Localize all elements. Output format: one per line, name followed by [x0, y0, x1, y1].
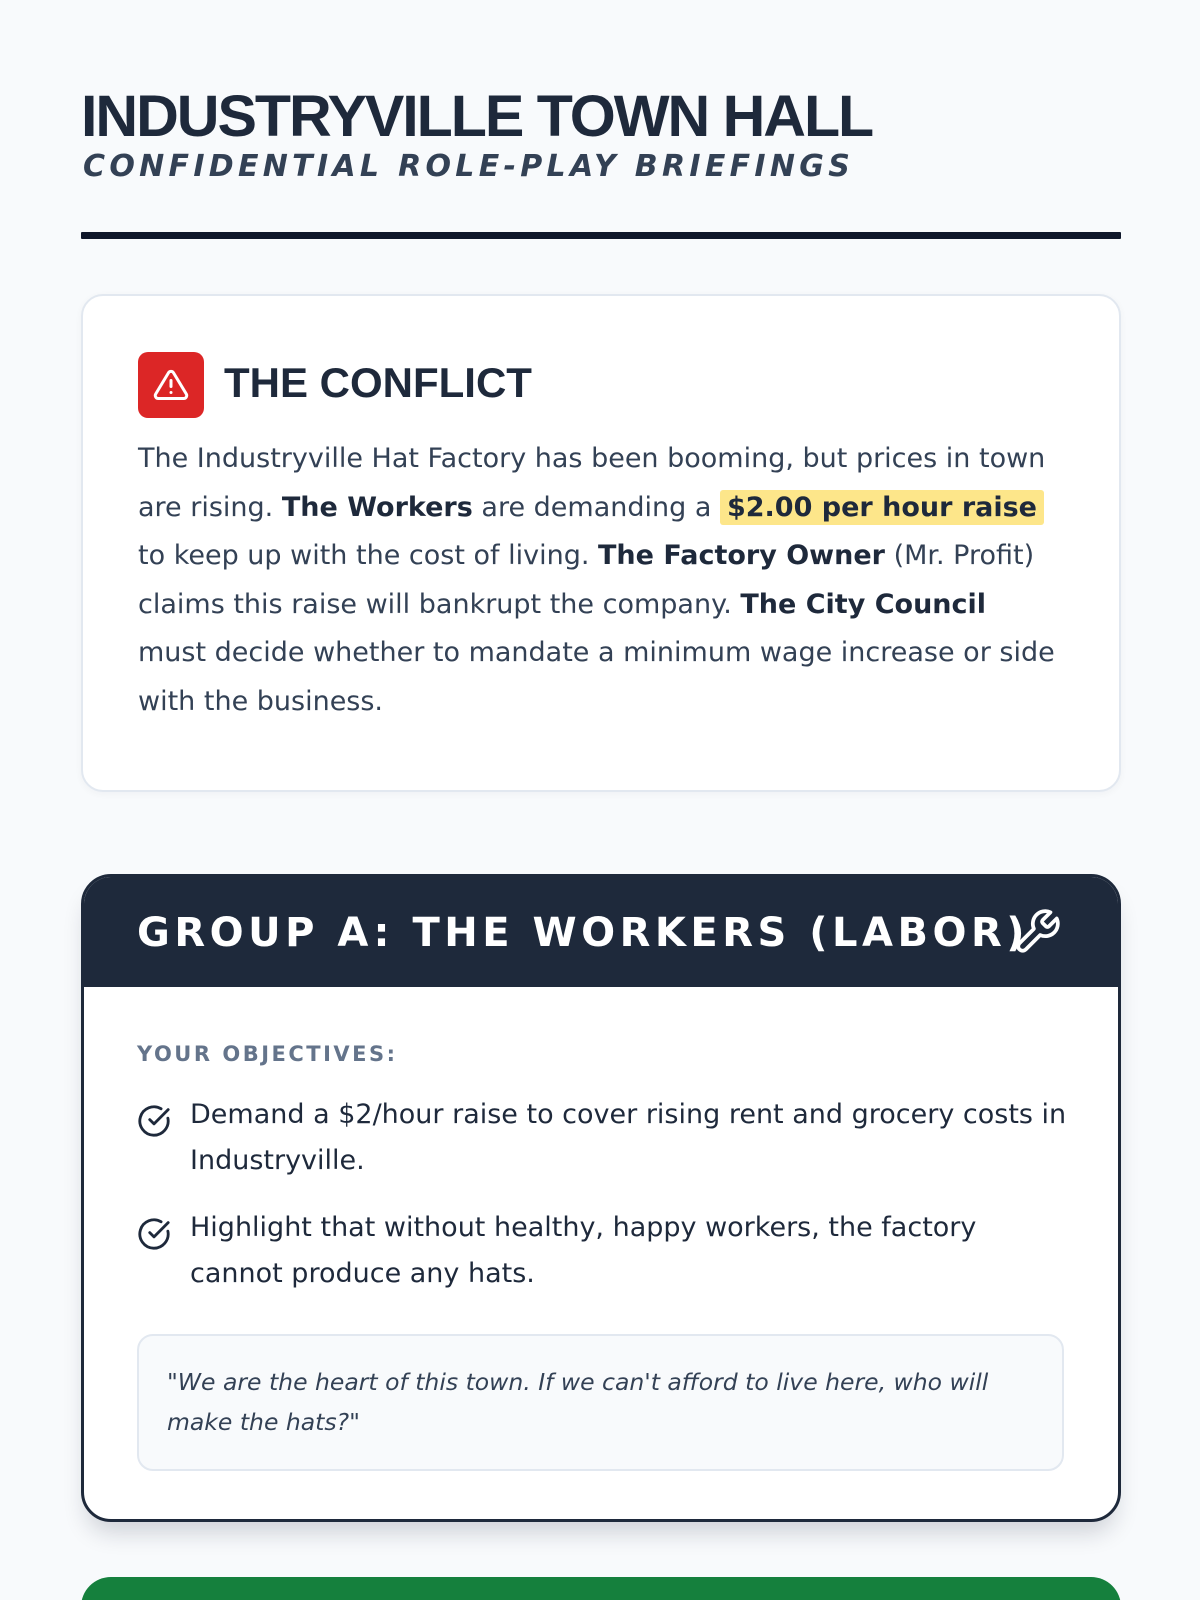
page-subtitle: CONFIDENTIAL ROLE-PLAY BRIEFINGS [83, 149, 855, 184]
conflict-heading: THE CONFLICT [224, 359, 532, 406]
header-divider [81, 232, 1121, 239]
raise-highlight: $2.00 per hour raise [720, 490, 1044, 525]
conflict-description: The Industryville Hat Factory has been booming, but prices in town are rising. The Workers are demanding a $2.00 per hour raise to keep up with the cost of living. The Factory Owner (Mr. Profit) claims this raise will bankrupt the company. The City Council must decide whether to mandate a minimum wage increase or side with the business. [138, 443, 1055, 717]
next-group-card [81, 1577, 1121, 1600]
objective-item [137, 1092, 1067, 1184]
group-a-title: GROUP A: THE WORKERS (LABOR) [137, 910, 1030, 956]
check-circle-icon [137, 1217, 171, 1251]
group-a-header [84, 877, 1118, 987]
wrench-icon [1012, 907, 1062, 957]
objectives-label: YOUR OBJECTIVES: [137, 1042, 398, 1066]
check-circle-icon [137, 1104, 171, 1138]
objective-item [137, 1205, 1067, 1297]
objective-text: Highlight that without healthy, happy workers, the factory cannot produce any hats. [190, 1212, 977, 1289]
quote-box [137, 1334, 1064, 1471]
objective-text: Demand a $2/hour raise to cover rising rent and grocery costs in Industryville. [190, 1099, 1067, 1176]
page-title: INDUSTRYVILLE TOWN HALL [81, 84, 873, 149]
conflict-card [81, 294, 1121, 792]
council-emphasis: The City Council [740, 588, 987, 620]
warning-triangle-icon [138, 352, 204, 418]
group-a-card [81, 874, 1121, 1522]
owner-emphasis: The Factory Owner [598, 540, 885, 571]
workers-emphasis: The Workers [281, 491, 473, 523]
workers-quote: "We are the heart of this town. If we can't afford to live here, who will make the hats?" [167, 1368, 989, 1436]
